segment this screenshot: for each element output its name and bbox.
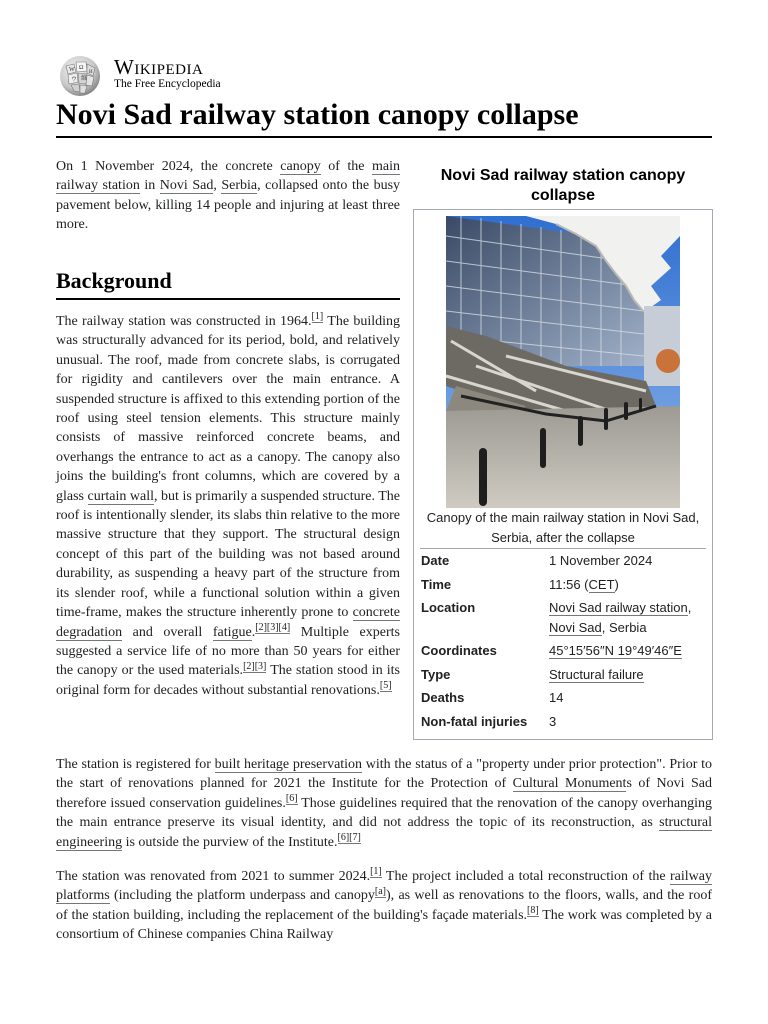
link-cultural-monument[interactable]: Cultural Monument — [512, 776, 627, 792]
link-built-heritage-preservation[interactable]: built heritage preservation — [214, 757, 363, 772]
infobox-label: Type — [421, 667, 451, 682]
text: The station is registered for — [56, 757, 215, 772]
text: ), as well as renovations to the floors, walls, and the roof of the station building, including the replacement of the building's façade materials. — [56, 888, 712, 923]
citation-link[interactable]: [1] — [311, 311, 324, 323]
text: , Serbia — [601, 620, 647, 635]
infobox-value — [549, 641, 709, 661]
text: of the — [320, 159, 372, 174]
text: s of Novi Sad therefore issued conservation guidelines. — [56, 776, 712, 811]
citation-link[interactable]: [2][3] — [243, 660, 267, 672]
text: , — [687, 600, 692, 615]
text: , but is primarily a suspended structure. The roof is intentionally slender, its slabs thin relative to the more massive structure that they support. The structural design concept of this part of the building was not based around durability, as suspending a heavy part of the structure from its slender roof, while a functional solution within a given time-frame, makes the structure inherently prone to — [56, 488, 401, 621]
text: and overall — [122, 624, 213, 640]
page-title: Novi Sad railway station canopy collapse — [56, 96, 712, 138]
svg-text:W: W — [69, 67, 75, 73]
link-coordinates[interactable]: 45°15′56″N 19°49′46″E — [549, 643, 682, 658]
background-paragraph-3 — [56, 867, 712, 945]
infobox-value: 1 November 2024 — [549, 553, 653, 568]
background-paragraph-2 — [56, 755, 712, 852]
link-canopy[interactable]: canopy — [280, 159, 321, 174]
infobox-label: Date — [421, 553, 450, 568]
wikipedia-wordmark[interactable] — [114, 56, 221, 91]
link-structural-failure[interactable]: Structural failure — [549, 667, 644, 682]
infobox-value: 3 — [549, 714, 557, 729]
link-concrete-degradation[interactable]: concrete degradation — [56, 605, 400, 640]
svg-text:ウ: ウ — [71, 77, 78, 83]
text: in — [139, 178, 160, 194]
lead-paragraph — [56, 157, 400, 235]
text: The station stood in its original form for decades without substantial renovations. — [56, 663, 400, 698]
text: with the status of a "property under prior protection". Prior to the start of renovations planned for 2021 the Institute for the Protection of — [56, 757, 713, 792]
link-serbia[interactable]: Serbia — [221, 178, 258, 194]
text: The project included a total reconstruction of the — [381, 869, 670, 884]
section-heading-background: Background — [56, 266, 400, 300]
text: On 1 November 2024, the concrete — [56, 159, 281, 174]
wikipedia-globe-icon[interactable] — [56, 54, 104, 98]
text: is outside the purview of the Institute. — [122, 834, 338, 850]
svg-text:И: И — [89, 70, 93, 75]
citation-link[interactable]: [6][7] — [337, 831, 361, 843]
text: The work was completed by a consortium of Chinese companies China Railway — [56, 907, 712, 943]
text: (including the platform underpass and canopy — [109, 888, 375, 904]
infobox-label: Location — [421, 600, 476, 615]
citation-link[interactable]: [8] — [527, 905, 539, 917]
site-name: Wikipedia — [114, 55, 204, 79]
text: 11:56 ( — [549, 577, 589, 592]
infobox-label: Non-fatal injuries — [421, 714, 528, 729]
text: . — [251, 624, 256, 640]
text: Multiple experts suggested a service life of no more than 50 years for either the canopy or the used materials. — [56, 624, 400, 679]
text: , collapsed onto the busy pavement below, killing 14 people and injuring at least three more. — [56, 178, 401, 233]
text: ) — [614, 577, 619, 592]
site-tagline: The Free Encyclopedia — [114, 78, 221, 90]
link-cet[interactable]: CET — [588, 577, 615, 592]
citation-link[interactable]: [1] — [370, 866, 382, 878]
infobox — [413, 209, 713, 740]
link-novi-sad[interactable]: Novi Sad — [159, 178, 214, 194]
infobox-label: Coordinates — [421, 643, 497, 658]
infobox-title: Novi Sad railway station canopy collapse — [440, 167, 686, 204]
citation-link[interactable]: [6] — [285, 793, 298, 805]
citation-link[interactable]: [2][3][4] — [255, 621, 291, 633]
text: , — [213, 178, 222, 194]
collapse-photo[interactable] — [446, 216, 680, 508]
text: Those guidelines required that the renovation of the canopy overhanging the main entrance preserve its visual identity, and did not address the topic of its reconstruction, as — [56, 795, 713, 831]
infobox-label: Deaths — [421, 690, 465, 705]
svg-text:維: 維 — [81, 76, 88, 82]
infobox-caption: Canopy of the main railway station in Novi Sad, Serbia, after the collapse — [426, 510, 700, 545]
link-curtain-wall[interactable]: curtain wall — [87, 488, 155, 504]
infobox-value — [549, 598, 709, 638]
infobox-value: 14 — [549, 690, 564, 705]
link-main-railway-station[interactable]: main railway station — [56, 159, 400, 194]
background-paragraph-1 — [56, 312, 400, 700]
infobox-label: Time — [421, 577, 452, 592]
link-fatigue[interactable]: fatigue — [212, 624, 252, 640]
citation-link[interactable]: [5] — [379, 680, 392, 692]
link-novi-sad-railway-station[interactable]: Novi Sad railway station — [549, 600, 688, 615]
text: The station was renovated from 2021 to summer 2024. — [56, 869, 371, 884]
link-structural-engineering[interactable]: structural engineering — [56, 815, 712, 850]
text: The building was structurally advanced for its period, bold, and relatively unusual. The roof, made from concrete slabs, is corrugated for rigidity and cantilevers over the main entrance. A suspended structure is affixed to this extending portion of the roof using steel tension elements. This structure mainly consists of massive reinforced concrete beams, and overhangs the entrance to act as a canopy. The canopy also joins the building's front columns, which are covered by a glass — [56, 314, 400, 504]
infobox-value — [549, 575, 709, 595]
link-novi-sad[interactable]: Novi Sad — [549, 620, 602, 635]
infobox-value — [549, 665, 709, 685]
svg-text:Ω: Ω — [79, 65, 84, 71]
text: The railway station was constructed in 1964. — [56, 314, 312, 329]
infobox-divider — [420, 548, 706, 549]
link-railway-platforms[interactable]: railway platforms — [56, 869, 712, 904]
footnote-link[interactable]: [a] — [374, 885, 387, 897]
